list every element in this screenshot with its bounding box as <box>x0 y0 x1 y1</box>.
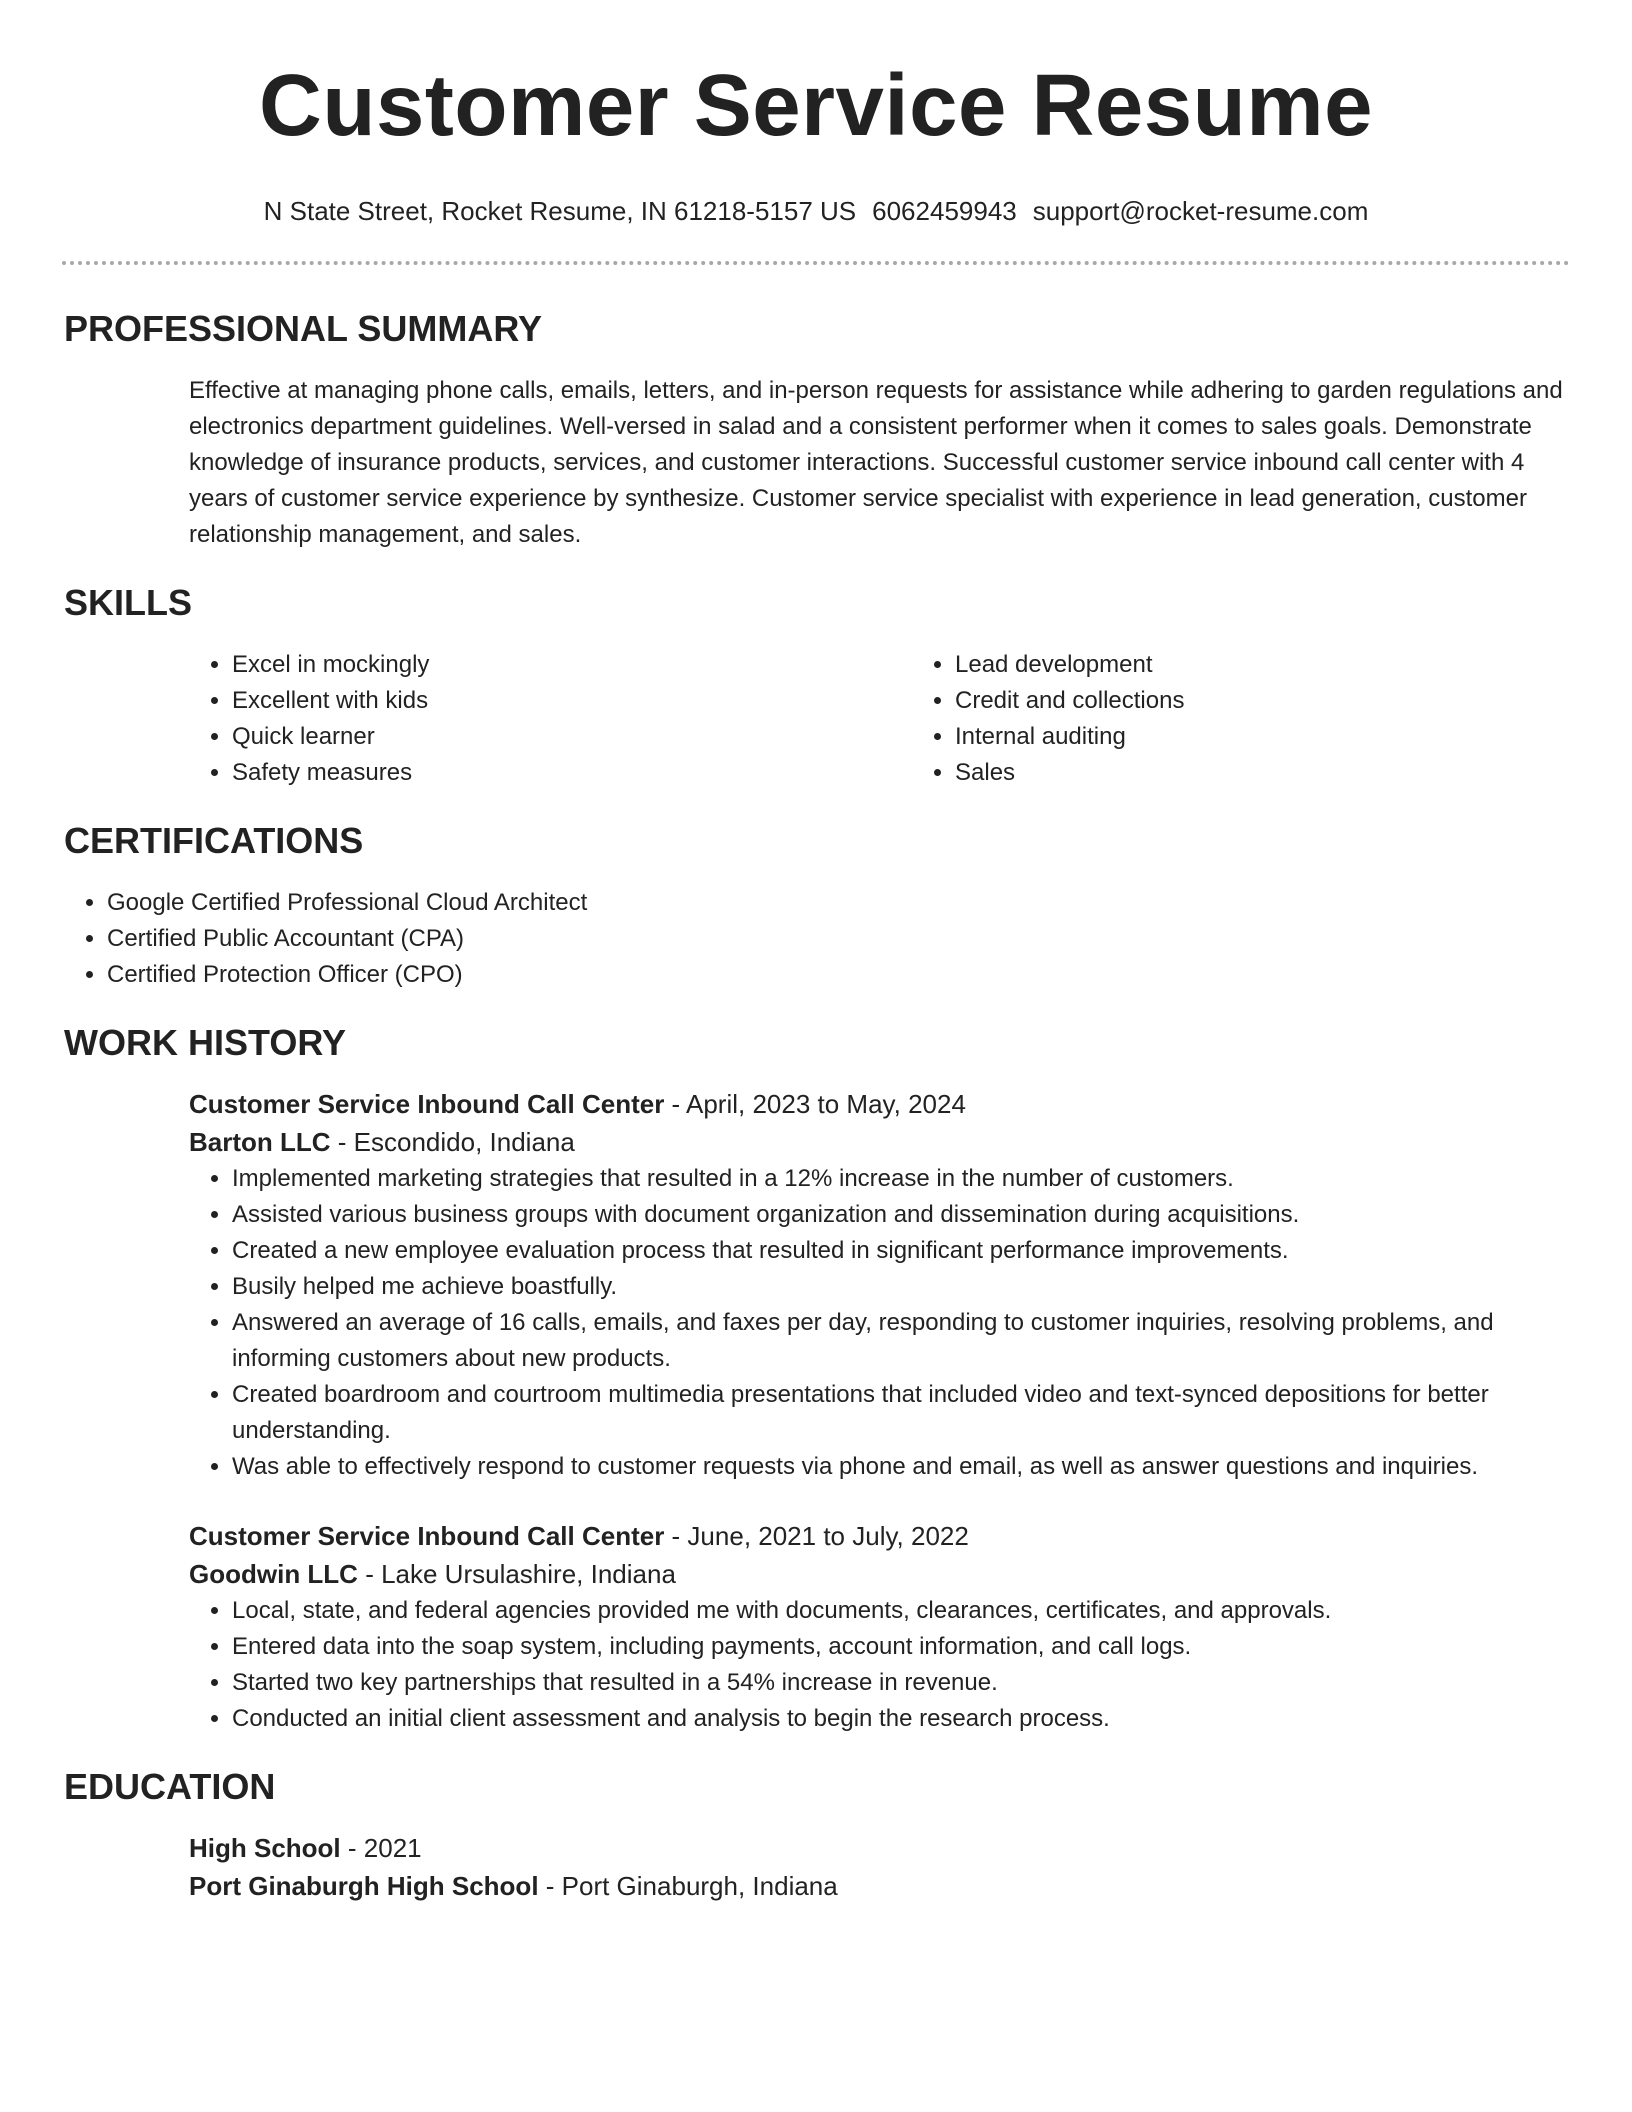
job-title: Customer Service Inbound Call Center <box>189 1089 665 1119</box>
skills-heading: SKILLS <box>64 582 193 623</box>
email: support@rocket-resume.com <box>1032 196 1369 226</box>
education-entry <box>189 1829 1570 1905</box>
skills-grid <box>189 647 1570 791</box>
contact-line <box>0 195 1632 227</box>
job-bullet: • Created boardroom and courtroom multimedia presentations that included video and text-synced depositions for better understanding. <box>232 1377 1570 1449</box>
job-dates: - June, 2021 to July, 2022 <box>664 1521 969 1551</box>
job-company: Barton LLC <box>189 1127 331 1157</box>
dotted-divider <box>62 261 1570 265</box>
certifications-list <box>64 885 1570 993</box>
summary-heading: PROFESSIONAL SUMMARY <box>64 308 543 349</box>
address: N State Street, Rocket Resume, IN 61218-5157 US <box>263 196 857 226</box>
work-history-heading: WORK HISTORY <box>64 1022 347 1063</box>
job-location: - Escondido, Indiana <box>330 1127 575 1157</box>
education-section <box>64 1765 1570 1905</box>
job-company-line <box>189 1555 1570 1593</box>
skills-left-list <box>189 647 912 791</box>
skill-item: • Internal auditing <box>955 719 1632 755</box>
education-year: - 2021 <box>340 1833 422 1863</box>
job-dates: - April, 2023 to May, 2024 <box>664 1089 966 1119</box>
skill-item: • Excel in mockingly <box>232 647 912 683</box>
skills-section <box>64 581 1570 791</box>
skill-item: • Credit and collections <box>955 683 1632 719</box>
job-bullet: • Started two key partnerships that resulted in a 54% increase in revenue. <box>232 1665 1570 1701</box>
job-title: Customer Service Inbound Call Center <box>189 1521 665 1551</box>
phone: 6062459943 <box>872 196 1017 226</box>
job-bullet: • Answered an average of 16 calls, emails, and faxes per day, responding to customer inquiries, resolving problems, and informing customers about new products. <box>232 1305 1570 1377</box>
job-bullet: • Busily helped me achieve boastfully. <box>232 1269 1570 1305</box>
job-bullet: • Entered data into the soap system, including payments, account information, and call logs. <box>232 1629 1570 1665</box>
education-degree-line <box>189 1829 1570 1867</box>
job-bullet: • Assisted various business groups with document organization and dissemination during acquisitions. <box>232 1197 1570 1233</box>
job-bullet: • Was able to effectively respond to customer requests via phone and email, as well as answer questions and inquiries. <box>232 1449 1570 1485</box>
job-bullet: • Created a new employee evaluation process that resulted in significant performance improvements. <box>232 1233 1570 1269</box>
job-bullet: • Conducted an initial client assessment and analysis to begin the research process. <box>232 1701 1570 1737</box>
work-history-section <box>64 1021 1570 1737</box>
skill-item: • Lead development <box>955 647 1632 683</box>
certification-item: • Google Certified Professional Cloud Architect <box>107 885 1570 921</box>
education-location: - Port Ginaburgh, Indiana <box>538 1871 838 1901</box>
certifications-section <box>64 819 1570 993</box>
education-degree: High School <box>189 1833 341 1863</box>
job-entry <box>189 1085 1570 1485</box>
job-company: Goodwin LLC <box>189 1559 358 1589</box>
summary-section <box>64 307 1570 553</box>
job-bullet: • Local, state, and federal agencies provided me with documents, clearances, certificates, and approvals. <box>232 1593 1570 1629</box>
skill-item: • Quick learner <box>232 719 912 755</box>
education-school: Port Ginaburgh High School <box>189 1871 539 1901</box>
skill-item: • Excellent with kids <box>232 683 912 719</box>
job-location: - Lake Ursulashire, Indiana <box>357 1559 676 1589</box>
job-bullets <box>189 1161 1570 1485</box>
skill-item: • Sales <box>955 755 1632 791</box>
skills-right-list <box>912 647 1632 791</box>
skill-item: • Safety measures <box>232 755 912 791</box>
certifications-heading: CERTIFICATIONS <box>64 820 364 861</box>
summary-text: Effective at managing phone calls, emails, letters, and in-person requests for assistance while adhering to garden regulations and electronics department guidelines. Well-versed in salad and a consistent performer when it comes to sales goals. Demonstrate knowledge of insurance products, services, and customer interactions. Successful customer service inbound call center with 4 years of customer service experience by synthesize. Customer service specialist with experience in lead generation, customer relationship management, and sales. <box>189 377 1563 548</box>
job-bullet: • Implemented marketing strategies that resulted in a 12% increase in the number of customers. <box>232 1161 1570 1197</box>
education-school-line <box>189 1867 1570 1905</box>
certification-item: • Certified Protection Officer (CPO) <box>107 957 1570 993</box>
job-bullets <box>189 1593 1570 1737</box>
certification-item: • Certified Public Accountant (CPA) <box>107 921 1570 957</box>
education-heading: EDUCATION <box>64 1766 276 1807</box>
job-title-line <box>189 1517 1570 1555</box>
job-company-line <box>189 1123 1570 1161</box>
job-title-line <box>189 1085 1570 1123</box>
resume-title: Customer Service Resume <box>259 57 1373 154</box>
job-entry <box>189 1517 1570 1737</box>
